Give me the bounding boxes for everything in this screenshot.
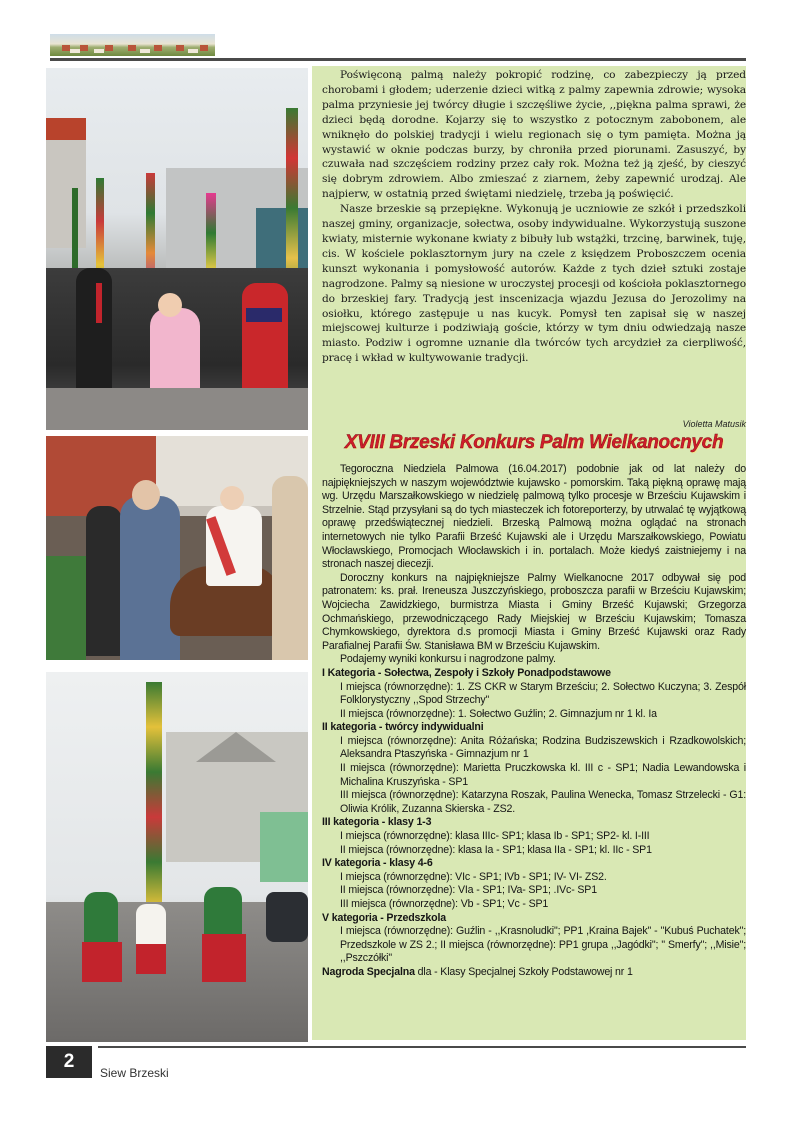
article-paragraph: Nasze brzeskie są przepiękne. Wykonują je uczniowie ze szkół i przedszkoli naszej gminy, organizacje, sołectwa, osoby indywidualne. Wykorzystują suszone kwiaty, misternie wykonane kwiaty z bibuły lub wstążki, trzcinę, barwinek, tuję, cis. W kościele poklasztornym jury na czele z księdzem Proboszczem ocenia kunszt wykonania i pomysłowość autorów. Każde z tych dzieł sztuki zostaje nagrodzone. Palmy są niesione w uroczystej procesji od kościoła poklasztornego do brzeskiej fary. Tradycją jest inscenizacja wjazdu Jezusa do Jerozolimy na osiołku, którego zastępuje u nas kucyk. Pomysł ten zapisał się w naszej miejscowej kulturze i podziwiają goście, którzy w tym dniu odwiedzają nasze miasto. Podziw i ogromne uznanie dla twórców tych arcydzieł za cierpliwość, pracę i wkład w kultywowanie tradycji. xyxy=(322,203,746,365)
publication-name: Siew Brzeski xyxy=(100,1066,169,1080)
category-line: II miejsca (równorzędne): Marietta Pruczkowska kl. III c - SP1; Nadia Lewandowska i Michalina Kruszyńska - SP1 xyxy=(340,762,746,788)
category-heading: II kategoria - twórcy indywidualni xyxy=(322,721,484,734)
category-line: II miejsca (równorzędne): VIa - SP1; IVa- SP1; .IVc- SP1 xyxy=(340,884,597,897)
category-heading: IV kategoria - klasy 4-6 xyxy=(322,857,433,870)
category-heading: V kategoria - Przedszkola xyxy=(322,911,447,924)
category-line: II miejsca (równorzędne): klasa Ia - SP1; klasa IIa - SP1; kl. IIc - SP1 xyxy=(340,843,652,856)
article-contest xyxy=(322,463,746,980)
page-number: 2 xyxy=(46,1046,92,1078)
header-town-panorama xyxy=(50,34,215,56)
footer-rule xyxy=(98,1046,746,1048)
category-line: III miejsca (równorzędne): Katarzyna Roszak, Paulina Wenecka, Tomasz Strzelecki - G1: Oliwia Królik, Zuzanna Skierska - ZS2. xyxy=(340,789,746,815)
header-rule xyxy=(50,58,746,61)
special-award-label: Nagroda Specjalna xyxy=(322,965,415,978)
article-paragraph: Poświęconą palmą należy pokropić rodzinę, co zabezpieczy ją przed chorobami i głodem; uderzenie dzieci witką z palmy zapewnia zdrowie; wysoka palma przyniesie jej twórcy długie i szczęśliwe życie, ,,piękna palma sprawi, że dzieci będą dorodne. Kojarzy się to wszystko z potocznym zabobonem, ale wniknęło do polskiej tradycji i wielu regionach się o tym pamięta. Można ją wystawić w oknie podczas burzy, by chroniła przed piorunami. Zasuszyć, by czuwała nad szczęściem rodziny przez cały rok. Można też ją zjeść, by cieszyć się dobrym zdrowiem. Albo zmieszać z ziarnem, żeby zapewnić urodzaj. Ale najpierw, w ostatnią przed świętami niedzielę, trzeba ją poświęcić. xyxy=(322,69,746,201)
category-line: I miejsca (równorzędne): VIc - SP1; IVb - SP1; IV- VI- ZS2. xyxy=(340,870,607,883)
category-heading: I Kategoria - Sołectwa, Zespoły i Szkoły Ponadpodstawowe xyxy=(322,666,611,679)
photo-palm-procession xyxy=(46,68,308,430)
article-paragraph: Tegoroczna Niedziela Palmowa (16.04.2017) podobnie jak od lat należy do najpiękniejszych w naszym województwie kujawsko - pomorskim. Taką piękną oprawę mają wg. Urzędu Marszałkowskiego w niedzielę palmową tylko procesje w Brześciu Kujawskim i Strzelnie. Stąd przysyłani są do tych miasteczek ich fotoreporterzy, by utrwalać tę wyjątkową oprawę przedświątecznej niedzieli. Brzeską Palmową można oglądać na stronach internetowych nie tylko Parafii Brześć Kujawski ale i Urzędu Marszałkowskiego, Powiatu Włocławskiego, Promocjach Włocławskich i in. portalach. Może kiedyś zaistniejemy i na stronach naszej diecezji. xyxy=(322,463,746,571)
special-award-text: dla - Klasy Specjalnej Szkoły Podstawowej nr 1 xyxy=(414,965,633,978)
category-heading: III kategoria - klasy 1-3 xyxy=(322,816,432,829)
article-palms-tradition xyxy=(322,68,746,366)
category-line: I miejsca (równorzędne): 1. ZS CKR w Starym Brześciu; 2. Sołectwo Kuczyna; 3. Zespół Folklorystyczny ,,Spod Strzechy" xyxy=(340,680,746,707)
article-paragraph: Doroczny konkurs na najpiękniejsze Palmy Wielkanocne 2017 odbywał się pod patronatem: ks. prał. Ireneusza Juszczyńskiego, proboszcza parafii w Brześciu Kujawskim; Wojciecha Zawidzkiego, burmistrza Miasta i Gminy Brześć Kujawski; Grzegorza Ochmańskiego, przewodniczącego Rady Miejskiej w Brześciu Kujawskim; Tomasza Chymkowskiego, dyrektora d.s promocji Miasta i Gminy Brześć Kujawski oraz Rady Parafialnej Parafii Św. Stanisława BM w Brześciu Kujawskim. xyxy=(322,571,746,652)
category-line: I miejsca (równorzędne): Anita Różańska; Rodzina Budziszewskich i Rzadkowolskich; Aleksandra Ptaszyńska - Gimnazjum nr 1 xyxy=(340,734,746,761)
article-author: Violetta Matusik xyxy=(682,419,746,429)
category-line: II miejsca (równorzędne): 1. Sołectwo Guźlin; 2. Gimnazjum nr 1 kl. Ia xyxy=(340,707,657,720)
article-paragraph: Podajemy wyniki konkursu i nagrodzone palmy. xyxy=(340,653,556,666)
special-award xyxy=(322,966,746,980)
contest-title: XVIII Brzeski Konkurs Palm Wielkanocnych xyxy=(344,432,724,453)
category-line: I miejsca (równorzędne): klasa IIIc- SP1; klasa Ib - SP1; SP2- kl. I-III xyxy=(340,830,650,843)
photo-pony-inscenation xyxy=(46,436,308,660)
photo-folk-costume-palm xyxy=(46,672,308,1042)
category-line: I miejsca (równorzędne): Guźlin - ,,Krasnoludki"; PP1 ,Kraina Bajek" - "Kubuś Puchatek"; Przedszkole w ZS 2.; II miejsca (równorzędne): PP1 grupa ,,Jagódki"; " Smerfy"; ,,Misie"; ,,Pszczółki" xyxy=(340,925,746,965)
category-line: III miejsca (równorzędne): Vb - SP1; Vc - SP1 xyxy=(340,898,549,910)
